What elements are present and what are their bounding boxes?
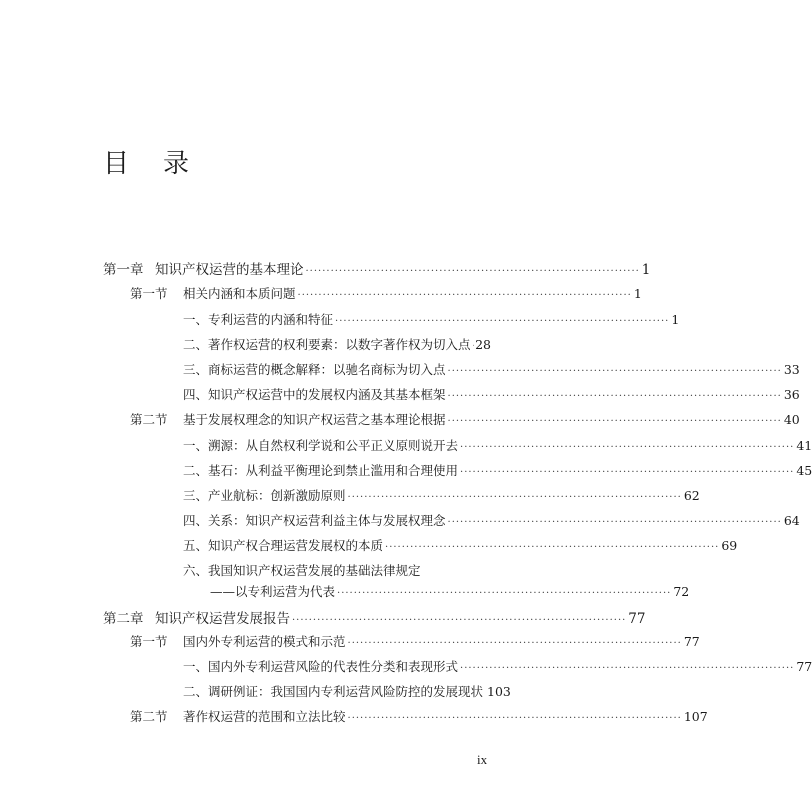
page-number: 72 xyxy=(673,584,690,599)
section-number: 第一节 xyxy=(130,634,168,649)
page-number: 1 xyxy=(641,262,651,278)
toc-entry-row xyxy=(183,436,812,454)
toc-chapter-row xyxy=(103,258,651,278)
page-number: 103 xyxy=(487,684,511,699)
toc-entry-label: 一、溯源：从自然权利学说和公平正义原则说开去 xyxy=(183,438,459,453)
dot-leader: ················································································ xyxy=(447,517,782,528)
toc-section-row xyxy=(130,410,800,428)
page-number: 41 xyxy=(796,438,812,453)
toc-entry-row xyxy=(183,511,800,529)
toc-entry-label: 知识产权运营的基本理论 xyxy=(155,262,304,278)
toc-entry-label: ——以专利运营为代表 xyxy=(210,584,336,599)
page-number: 33 xyxy=(783,362,800,377)
page-number: 1 xyxy=(671,312,680,327)
dot-leader: ················································································ xyxy=(447,366,782,377)
toc-entry-label: 国内外专利运营的模式和示范 xyxy=(183,634,346,649)
toc-chapter-row xyxy=(103,607,646,627)
toc-entry-label: 一、国内外专利运营风险的代表性分类和表现形式 xyxy=(183,659,459,674)
page-number: 28 xyxy=(475,337,491,352)
dot-leader: ················································································ xyxy=(347,492,682,503)
dot-leader: ················································································ xyxy=(305,266,640,277)
dot-leader: ················································································ xyxy=(347,638,682,649)
toc-entry-label: 二、著作权运营的权利要素：以数字著作权为切入点 xyxy=(183,337,471,352)
section-number: 第二节 xyxy=(130,709,168,724)
toc-entry-label: 知识产权运营发展报告 xyxy=(155,611,290,627)
toc-entry-label: 二、调研例证：我国国内专利运营风险防控的发展现状 xyxy=(183,684,484,699)
toc-entry-row xyxy=(183,682,511,700)
dot-leader: ················································································ xyxy=(447,391,782,402)
toc-entry-label: 基于发展权理念的知识产权运营之基本理论根据 xyxy=(183,412,446,427)
dot-leader: ················································································ xyxy=(337,588,672,599)
chapter-number: 第一章 xyxy=(103,262,144,278)
toc-section-row xyxy=(130,284,642,302)
page-number: 77 xyxy=(796,659,812,674)
toc-entry-label: 四、知识产权运营中的发展权内涵及其基本框架 xyxy=(183,387,446,402)
page-number: 69 xyxy=(721,538,738,553)
toc-entry-row xyxy=(183,536,738,554)
page-number: 77 xyxy=(683,634,700,649)
page-number: 36 xyxy=(783,387,800,402)
dot-leader: ················································································ xyxy=(460,663,795,674)
toc-entry-label: 相关内涵和本质问题 xyxy=(183,286,296,301)
toc-title-char-2: 录 xyxy=(163,149,190,179)
page-number: 45 xyxy=(796,463,812,478)
page-number: 77 xyxy=(628,611,646,627)
page-number: 64 xyxy=(783,513,800,528)
toc-section-row xyxy=(130,707,708,725)
section-number: 第一节 xyxy=(130,286,168,301)
toc-entry-row xyxy=(183,385,800,403)
page-number: 40 xyxy=(783,412,800,427)
dot-leader: ················································································ xyxy=(385,542,720,553)
dot-leader: ················································································ xyxy=(335,316,670,327)
page-number: 62 xyxy=(683,488,700,503)
dot-leader: ················································································ xyxy=(460,442,795,453)
toc-entry-label: 三、商标运营的概念解释：以驰名商标为切入点 xyxy=(183,362,446,377)
dot-leader: ················································································ xyxy=(460,467,795,478)
dot-leader: ················································································ xyxy=(447,416,782,427)
dot-leader xyxy=(473,341,474,352)
dot-leader: ················································································ xyxy=(297,290,632,301)
toc-title xyxy=(103,143,190,180)
toc-entry-label: 一、专利运营的内涵和特征 xyxy=(183,312,334,327)
toc-entry-row xyxy=(183,335,491,353)
toc-entry-label: 三、产业航标：创新激励原则 xyxy=(183,488,346,503)
toc-entry-row xyxy=(183,461,812,479)
toc-entry-row xyxy=(183,657,812,675)
toc-title-char-1: 目 xyxy=(103,149,130,179)
toc-entry-label: 六、我国知识产权运营发展的基础法律规定 xyxy=(183,563,421,578)
page-folio: ix xyxy=(477,752,488,767)
toc-entry-label: 五、知识产权合理运营发展权的本质 xyxy=(183,538,384,553)
toc-entry-label: 著作权运营的范围和立法比较 xyxy=(183,709,346,724)
toc-entry-label: 二、基石：从利益平衡理论到禁止滥用和合理使用 xyxy=(183,463,459,478)
toc-entry-row xyxy=(183,360,800,378)
page-number: 107 xyxy=(683,709,708,724)
toc-entry-row xyxy=(183,486,700,504)
toc-entry-row xyxy=(183,561,491,579)
section-number: 第二节 xyxy=(130,412,168,427)
chapter-number: 第二章 xyxy=(103,611,144,627)
toc-entry-row xyxy=(210,582,690,600)
page-number: 1 xyxy=(633,286,642,301)
toc-entry-label: 四、关系：知识产权运营利益主体与发展权理念 xyxy=(183,513,446,528)
dot-leader: ················································································ xyxy=(347,713,682,724)
toc-entry-row xyxy=(183,310,680,328)
toc-section-row xyxy=(130,632,700,650)
dot-leader: ················································································ xyxy=(292,615,627,626)
